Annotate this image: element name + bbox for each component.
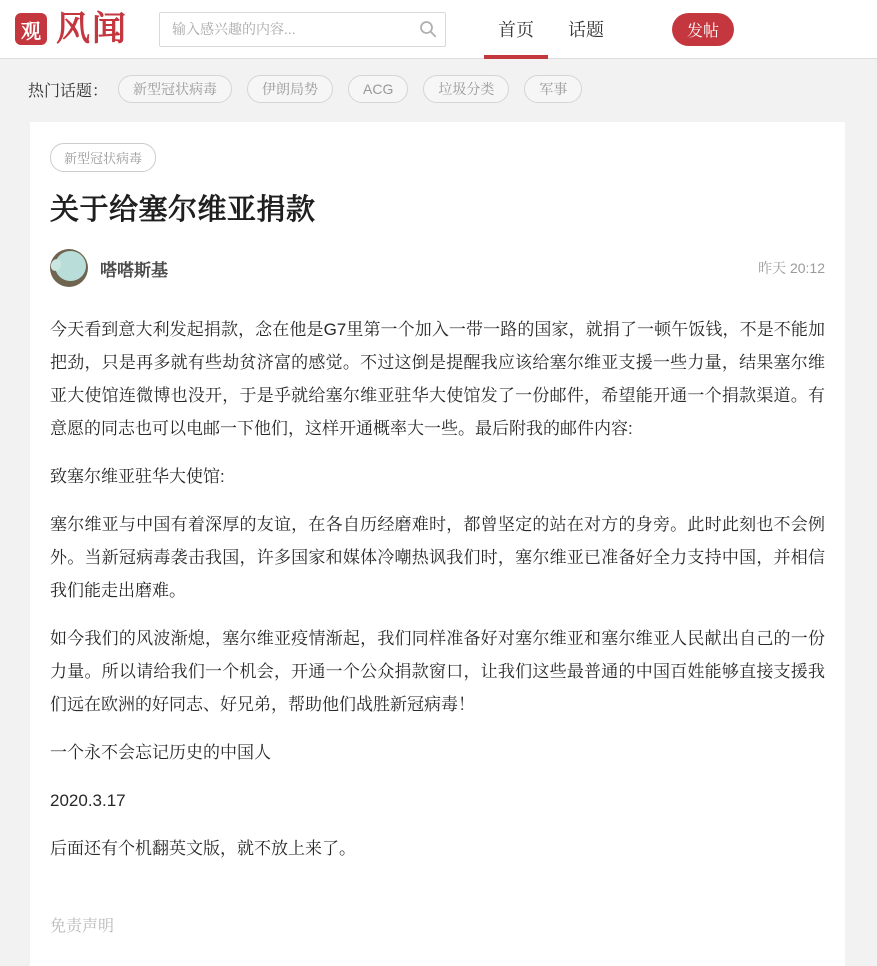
hot-topic-tag-iran[interactable]: 伊朗局势 <box>247 75 333 103</box>
hot-topic-tag-garbage[interactable]: 垃圾分类 <box>423 75 509 103</box>
post-paragraph: 如今我们的风波渐熄，塞尔维亚疫情渐起，我们同样准备好对塞尔维亚和塞尔维亚人民献出自己的一份力量。所以请给我们一个机会，开通一个公众捐款窗口，让我们这些最普通的中国百姓能够直接支援我们远在欧洲的好同志、好兄弟，帮助他们战胜新冠病毒！ <box>50 629 825 714</box>
avatar-image <box>55 251 86 281</box>
post-paragraph: 后面还有个机翻英文版，就不放上来了。 <box>50 839 356 858</box>
create-post-button[interactable]: 发帖 <box>672 13 734 46</box>
author-avatar[interactable] <box>50 249 88 287</box>
author-name[interactable]: 嗒嗒斯基 <box>100 260 168 280</box>
author-row <box>50 249 825 287</box>
post-paragraph: 致塞尔维亚驻华大使馆: <box>50 467 225 486</box>
post-paragraph: 一个永不会忘记历史的中国人 <box>50 743 271 762</box>
disclaimer-link[interactable]: 免责声明 <box>50 918 115 935</box>
hot-topics-bar <box>0 59 877 115</box>
search-box <box>159 12 446 47</box>
hot-topic-tag-acg[interactable]: ACG <box>348 75 408 103</box>
tab-home[interactable]: 首页 <box>498 0 534 59</box>
main-nav <box>498 0 638 59</box>
logo-character: 观 <box>21 20 41 43</box>
brand-name: 风闻 <box>56 10 128 48</box>
post-paragraph: 塞尔维亚与中国有着深厚的友谊，在各自历经磨难时，都曾坚定的站在对方的身旁。此时此刻也不会例外。当新冠病毒袭击我国，许多国家和媒体冷嘲热讽我们时，塞尔维亚已准备好全力支持中国，并相信我们能走出磨难。 <box>50 515 825 600</box>
post-topic-tag[interactable]: 新型冠状病毒 <box>50 143 156 172</box>
post-card <box>30 122 845 966</box>
hot-topic-tag-ncov[interactable]: 新型冠状病毒 <box>118 75 232 103</box>
post-timestamp: 昨天 20:12 <box>758 260 825 276</box>
guancha-logo-icon <box>15 13 47 45</box>
top-header <box>0 0 877 59</box>
tab-topics[interactable]: 话题 <box>568 20 604 40</box>
site-logo[interactable] <box>15 12 128 46</box>
post-paragraph: 今天看到意大利发起捐款，念在他是G7里第一个加入一带一路的国家，就捐了一顿午饭钱，不是不能加把劲，只是再多就有些劫贫济富的感觉。不过这倒是提醒我应该给塞尔维亚支援一些力量，结果塞尔维亚大使馆连微博也没开，于是乎就给塞尔维亚驻华大使馆发了一份邮件，希望能开通一个捐款渠道。有意愿的同志也可以电邮一下他们，这样开通概率大一些。最后附我的邮件内容: <box>50 320 825 438</box>
search-input[interactable] <box>159 12 446 47</box>
hot-topics-label: 热门话题： <box>28 82 109 100</box>
post-title: 关于给塞尔维亚捐款 <box>50 194 316 226</box>
post-paragraph: 2020.3.17 <box>50 791 126 810</box>
post-body <box>50 313 825 865</box>
hot-topic-tag-military[interactable]: 军事 <box>524 75 582 103</box>
search-icon[interactable] <box>419 20 437 38</box>
